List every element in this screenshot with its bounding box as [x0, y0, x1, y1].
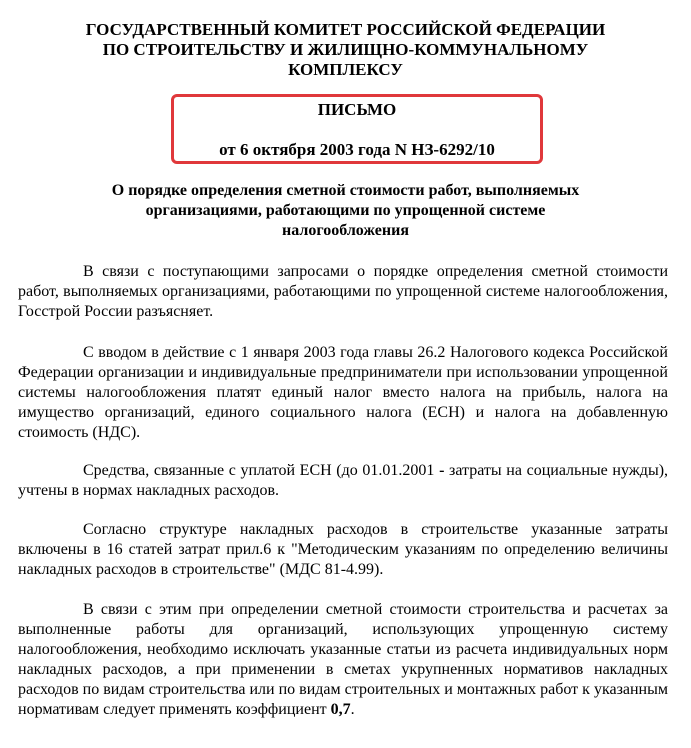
- subject-line-3: налогообложения: [282, 222, 409, 239]
- paragraph-5-end: .: [350, 701, 355, 718]
- issuer-line-2: ПО СТРОИТЕЛЬСТВУ И ЖИЛИЩНО-КОММУНАЛЬНОМУ: [102, 40, 589, 59]
- paragraph-4: Согласно структуре накладных расходов в строительстве указанные затраты включены в 16 статей затрат прил.6 к "Методическим указаниям по определению величины накладных расходов в строительстве" (МДС 81-4.99).: [18, 521, 668, 578]
- paragraph-3-dash: -: [439, 462, 445, 479]
- subject-line-1: О порядке определения сметной стоимости работ, выполняемых: [111, 182, 580, 199]
- letter-date-number: от 6 октября 2003 года N НЗ-6292/10: [219, 140, 495, 159]
- coefficient-value: 0,7: [330, 701, 351, 718]
- issuer-line-1: ГОСУДАРСТВЕННЫЙ КОМИТЕТ РОССИЙСКОЙ ФЕДЕРАЦИИ: [85, 20, 606, 39]
- issuer-header: [18, 20, 673, 80]
- paragraph-5: [18, 600, 668, 720]
- paragraph-3-start: Средства, связанные с уплатой ЕСН (до 01.01.2001: [83, 462, 435, 479]
- paragraph-2: С вводом в действие с 1 января 2003 года главы 26.2 Налогового кодекса Российской Федерации организации и индивидуальные предприниматели при использовании упрощенной системы налогообложения платят единый налог вместо налога на прибыль, налога на имущество организаций, единого социального налога (ЕСН) и налога на добавленную стоимость (НДС).: [18, 344, 668, 441]
- paragraph-3-end: затраты на социальные нужды), учтены в нормах накладных расходов.: [18, 462, 669, 499]
- paragraph-5-text: В связи с этим при определении сметной стоимости строительства и расчетах за выполненные работы для организаций, использующих упрощенную систему налогообложения, необходимо исключать указанные статьи из расчета индивидуальных норм накладных расходов, а при применении в сметах укрупненных нормативов накладных расходов по видам строительства или по видам строительных и монтажных работ к указанным нормативам следует применять коэффициент: [18, 601, 668, 718]
- paragraph-3: [18, 461, 668, 501]
- subject-line-2: организациями, работающими по упрощенной системе: [145, 202, 546, 219]
- issuer-line-3: КОМПЛЕКСУ: [288, 60, 403, 79]
- letter-title: ПИСЬМО: [317, 100, 397, 119]
- letter-subject: [60, 181, 631, 241]
- paragraph-1: В связи с поступающими запросами о порядке определения сметной стоимости работ, выполняемых организациями, работающими по упрощенной системе налогообложения, Госстрой России разъясняет.: [18, 263, 668, 320]
